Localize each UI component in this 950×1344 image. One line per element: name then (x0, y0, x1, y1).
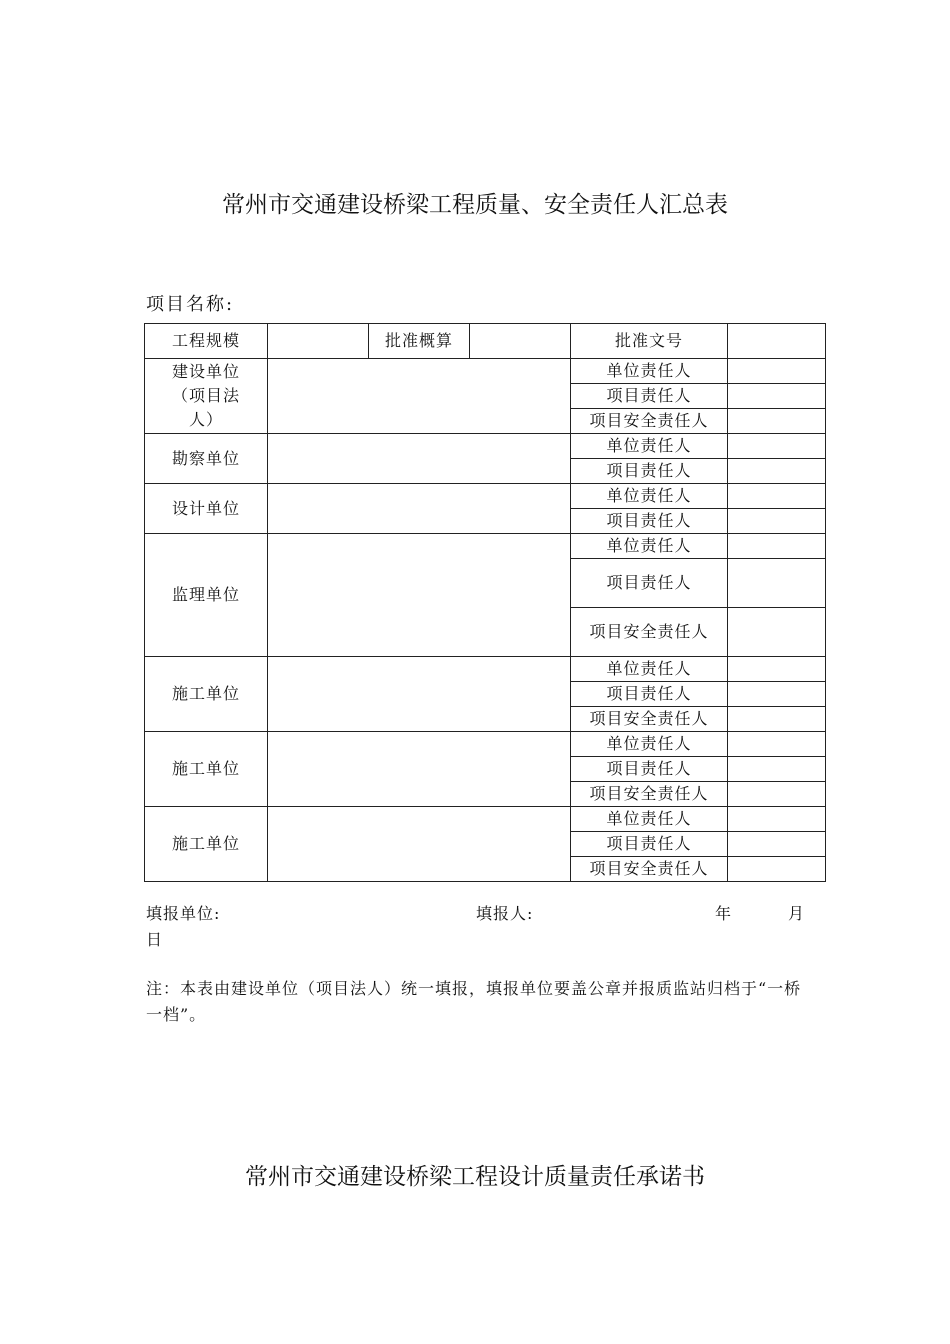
year-label: 年 (715, 904, 733, 923)
unit-name-value[interactable] (268, 434, 571, 484)
role-value[interactable] (728, 857, 826, 882)
role-label: 项目安全责任人 (571, 707, 728, 732)
role-value[interactable] (728, 782, 826, 807)
role-label: 单位责任人 (571, 484, 728, 509)
role-label: 项目安全责任人 (571, 608, 728, 657)
role-value[interactable] (728, 434, 826, 459)
scale-value[interactable] (268, 324, 369, 359)
role-label: 项目安全责任人 (571, 857, 728, 882)
role-value[interactable] (728, 384, 826, 409)
unit-build-3: 施工单位 (145, 807, 268, 882)
unit-name-value[interactable] (268, 807, 571, 882)
table-row (145, 732, 826, 757)
project-name-label: 项目名称: (146, 294, 235, 315)
unit-survey: 勘察单位 (145, 434, 268, 484)
role-value[interactable] (728, 807, 826, 832)
role-value[interactable] (728, 559, 826, 608)
role-label: 项目安全责任人 (571, 782, 728, 807)
table-row (145, 359, 826, 384)
role-value[interactable] (728, 509, 826, 534)
doc-no-label: 批准文号 (571, 324, 728, 359)
scale-label: 工程规模 (145, 324, 268, 359)
role-label: 项目责任人 (571, 509, 728, 534)
section-title: 常州市交通建设桥梁工程设计质量责任承诺书 (245, 1164, 705, 1190)
budget-label: 批准概算 (369, 324, 470, 359)
unit-construction: 建设单位（项目法人） (145, 359, 268, 434)
role-value[interactable] (728, 707, 826, 732)
role-value[interactable] (728, 484, 826, 509)
role-label: 单位责任人 (571, 359, 728, 384)
day-label: 日 (146, 930, 164, 949)
unit-build-2: 施工单位 (145, 732, 268, 807)
unit-design: 设计单位 (145, 484, 268, 534)
role-value[interactable] (728, 832, 826, 857)
table-row (145, 484, 826, 509)
table-row (145, 434, 826, 459)
role-label: 单位责任人 (571, 534, 728, 559)
unit-name-value[interactable] (268, 484, 571, 534)
unit-name-value[interactable] (268, 732, 571, 807)
table-row (145, 324, 826, 359)
role-value[interactable] (728, 459, 826, 484)
role-value[interactable] (728, 534, 826, 559)
role-value[interactable] (728, 608, 826, 657)
role-value[interactable] (728, 359, 826, 384)
budget-value[interactable] (470, 324, 571, 359)
unit-build-1: 施工单位 (145, 657, 268, 732)
unit-name-value[interactable] (268, 359, 571, 434)
role-label: 项目责任人 (571, 682, 728, 707)
role-label: 单位责任人 (571, 732, 728, 757)
role-value[interactable] (728, 682, 826, 707)
role-label: 项目安全责任人 (571, 409, 728, 434)
table-row (145, 807, 826, 832)
role-label: 单位责任人 (571, 434, 728, 459)
role-label: 项目责任人 (571, 559, 728, 608)
doc-no-value[interactable] (728, 324, 826, 359)
role-label: 项目责任人 (571, 832, 728, 857)
page-title: 常州市交通建设桥梁工程质量、安全责任人汇总表 (222, 192, 728, 218)
role-value[interactable] (728, 757, 826, 782)
unit-name-value[interactable] (268, 534, 571, 657)
role-label: 单位责任人 (571, 807, 728, 832)
table-row (145, 534, 826, 559)
role-label: 项目责任人 (571, 384, 728, 409)
role-label: 项目责任人 (571, 757, 728, 782)
filler-label: 填报人: (476, 904, 534, 923)
role-value[interactable] (728, 657, 826, 682)
fill-unit-label: 填报单位: (146, 904, 221, 923)
month-label: 月 (788, 904, 806, 923)
responsibility-table (144, 323, 826, 882)
role-value[interactable] (728, 732, 826, 757)
unit-name-value[interactable] (268, 657, 571, 732)
unit-supervision: 监理单位 (145, 534, 268, 657)
role-label: 项目责任人 (571, 459, 728, 484)
note-text: 注：本表由建设单位（项目法人）统一填报，填报单位要盖公章并报质监站归档于“一桥一档”。 (146, 979, 802, 1024)
role-value[interactable] (728, 409, 826, 434)
role-label: 单位责任人 (571, 657, 728, 682)
table-row (145, 657, 826, 682)
